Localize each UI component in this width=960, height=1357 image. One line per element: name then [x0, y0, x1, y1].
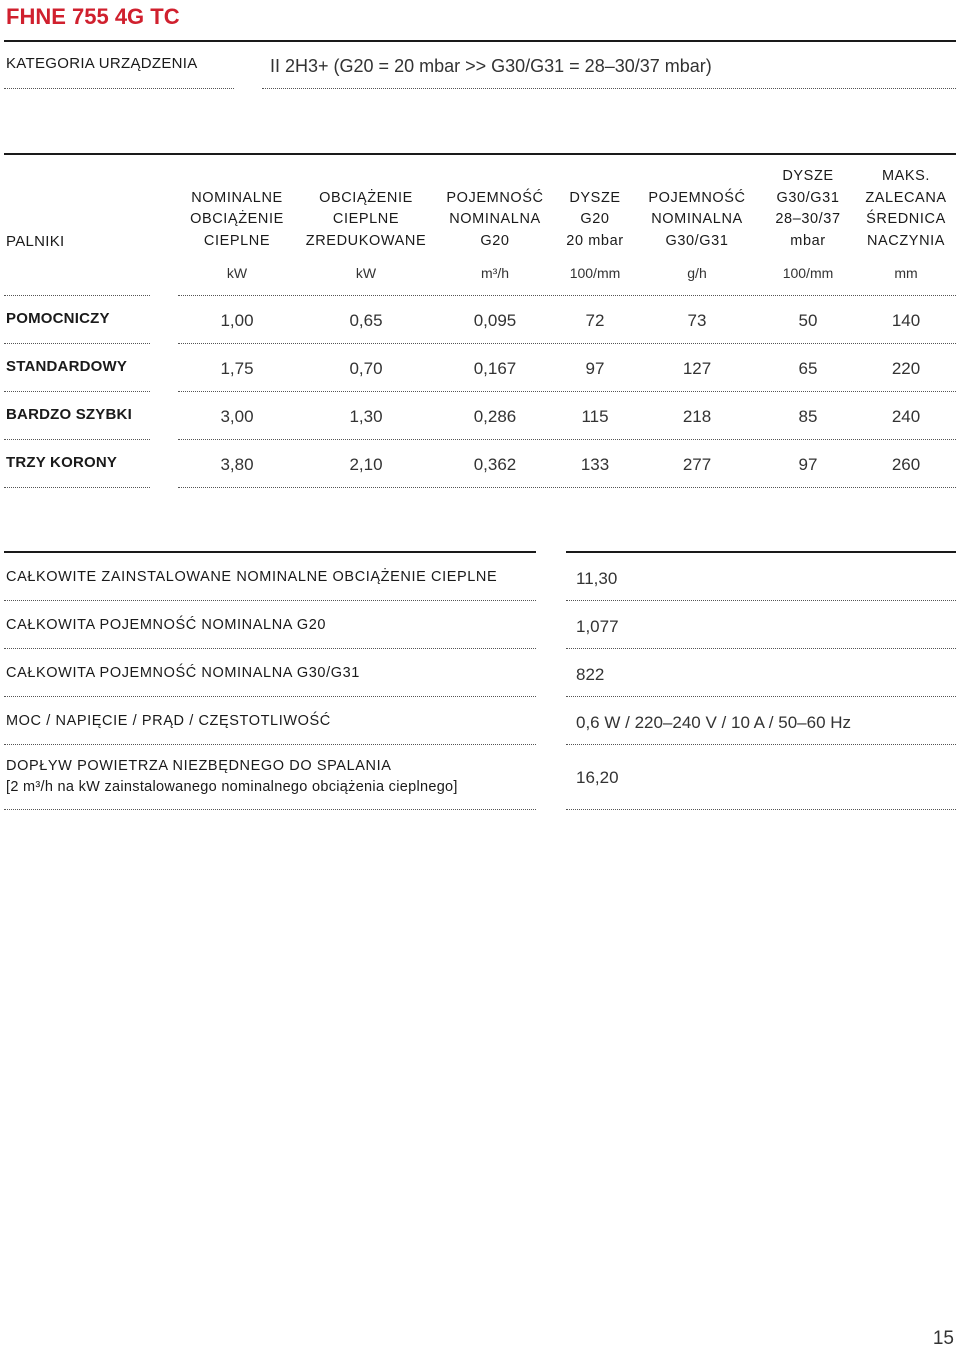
table-cell: 3,00: [220, 407, 254, 426]
column-header-line: ŚREDNICA: [866, 211, 946, 227]
table-cell: 277: [682, 455, 712, 474]
divider: [566, 600, 956, 601]
summary-label: DOPŁYW POWIETRZA NIEZBĘDNEGO DO SPALANIA: [6, 758, 392, 774]
divider: [4, 343, 150, 344]
column-header-line: NOMINALNE: [191, 189, 283, 206]
table-cell: 1,75: [220, 359, 254, 378]
category-label: KATEGORIA URZĄDZENIA: [6, 55, 198, 72]
table-cell: 0,167: [473, 359, 517, 378]
page-number: 15: [932, 1328, 954, 1349]
divider: [566, 696, 956, 697]
column-unit: mm: [894, 265, 918, 281]
title-rule: [4, 40, 956, 42]
column-header-line: DYSZE: [569, 189, 621, 206]
summary-value: 16,20: [576, 768, 619, 787]
document-title: FHNE 755 4G TC: [6, 4, 180, 29]
table-top-rule: [4, 153, 956, 155]
divider: [566, 744, 956, 745]
table-cell: 0,286: [473, 407, 517, 426]
table-row-header: PALNIKI: [6, 233, 65, 250]
divider: [4, 744, 536, 745]
table-cell: 72: [585, 311, 605, 330]
divider: [4, 88, 234, 89]
divider: [566, 648, 956, 649]
table-cell: 2,10: [349, 455, 383, 474]
table-row-label: TRZY KORONY: [6, 454, 118, 471]
column-header-line: MAKS.: [881, 168, 931, 184]
column-header-line: NOMINALNA: [651, 211, 743, 227]
summary-label: CAŁKOWITA POJEMNOŚĆ NOMINALNA G30/G31: [6, 665, 360, 681]
summary-label: MOC / NAPIĘCIE / PRĄD / CZĘSTOTLIWOŚĆ: [6, 713, 331, 729]
divider: [4, 391, 150, 392]
column-header-line: 20 mbar: [566, 232, 624, 249]
table-cell: 0,095: [473, 311, 517, 330]
divider: [566, 809, 956, 810]
summary-label: CAŁKOWITE ZAINSTALOWANE NOMINALNE OBCIĄŻENIE CIEPLNE: [6, 569, 498, 585]
table-cell: 1,00: [220, 311, 254, 330]
table-cell: 240: [891, 407, 921, 426]
divider: [4, 648, 536, 649]
column-header-line: G20: [580, 211, 610, 227]
divider: [178, 295, 956, 296]
divider: [4, 809, 536, 810]
divider: [4, 295, 150, 296]
table-cell: 0,362: [473, 455, 517, 474]
table-cell: 1,30: [349, 407, 383, 426]
column-header-line: POJEMNOŚĆ: [648, 189, 746, 206]
summary-value: 11,30: [576, 569, 618, 588]
column-header-line: ZALECANA: [865, 189, 947, 206]
summary-value: 0,6 W / 220–240 V / 10 A / 50–60 Hz: [576, 713, 852, 732]
divider: [178, 391, 956, 392]
table-row-label: STANDARDOWY: [6, 358, 128, 375]
table-row-label: POMOCNICZY: [6, 310, 110, 327]
divider: [262, 88, 956, 89]
column-header-line: NOMINALNA: [449, 211, 541, 227]
table-cell: 3,80: [220, 455, 254, 474]
table-cell: 65: [798, 359, 818, 378]
table-cell: 140: [891, 311, 921, 330]
divider: [178, 439, 956, 440]
column-unit: 100/mm: [782, 265, 834, 281]
table-cell: 260: [891, 455, 921, 474]
column-header-line: POJEMNOŚĆ: [446, 189, 544, 206]
table-cell: 133: [580, 455, 610, 474]
summary-value: 1,077: [576, 617, 619, 636]
column-header-line: OBCIĄŻENIE: [319, 189, 413, 206]
column-header-line: NACZYNIA: [866, 232, 946, 249]
table-cell: 50: [798, 311, 818, 330]
divider: [4, 696, 536, 697]
table-cell: 0,65: [349, 311, 383, 330]
summary-top-rule: [566, 551, 956, 553]
column-header-line: mbar: [790, 232, 826, 249]
summary-label: CAŁKOWITA POJEMNOŚĆ NOMINALNA G20: [6, 617, 327, 633]
divider: [4, 439, 150, 440]
table-cell: 97: [585, 359, 605, 378]
table-cell: 0,70: [349, 359, 383, 378]
divider: [4, 487, 150, 488]
summary-top-rule: [4, 551, 536, 553]
column-header-line: G30/G31: [665, 232, 729, 249]
summary-sublabel: [2 m³/h na kW zainstalowanego nominalnego obciążenia cieplnego]: [6, 779, 458, 795]
table-cell: 127: [682, 359, 712, 378]
column-header-line: G20: [480, 232, 510, 249]
table-cell: 97: [798, 455, 818, 474]
summary-value: 822: [576, 665, 605, 684]
category-value: II 2H3+ (G20 = 20 mbar >> G30/G31 = 28–30/37 mbar): [270, 56, 712, 76]
column-header-line: OBCIĄŻENIE: [190, 211, 284, 227]
divider: [4, 600, 536, 601]
column-unit: 100/mm: [569, 265, 621, 281]
table-row-label: BARDZO SZYBKI: [6, 406, 132, 423]
column-header-line: 28–30/37: [775, 211, 841, 227]
divider: [178, 343, 956, 344]
column-header-line: G30/G31: [776, 189, 840, 206]
column-unit: kW: [355, 265, 377, 281]
column-header-line: DYSZE: [782, 168, 834, 184]
divider: [178, 487, 956, 488]
column-unit: g/h: [687, 265, 707, 281]
column-header-line: ZREDUKOWANE: [305, 232, 427, 249]
column-header-line: CIEPLNE: [332, 211, 400, 227]
table-cell: 218: [682, 407, 712, 426]
column-unit: kW: [226, 265, 248, 281]
table-cell: 115: [581, 407, 609, 426]
column-header-line: CIEPLNE: [203, 232, 271, 249]
table-cell: 85: [798, 407, 818, 426]
table-cell: 73: [687, 311, 707, 330]
table-cell: 220: [891, 359, 921, 378]
column-unit: m³/h: [481, 265, 509, 281]
